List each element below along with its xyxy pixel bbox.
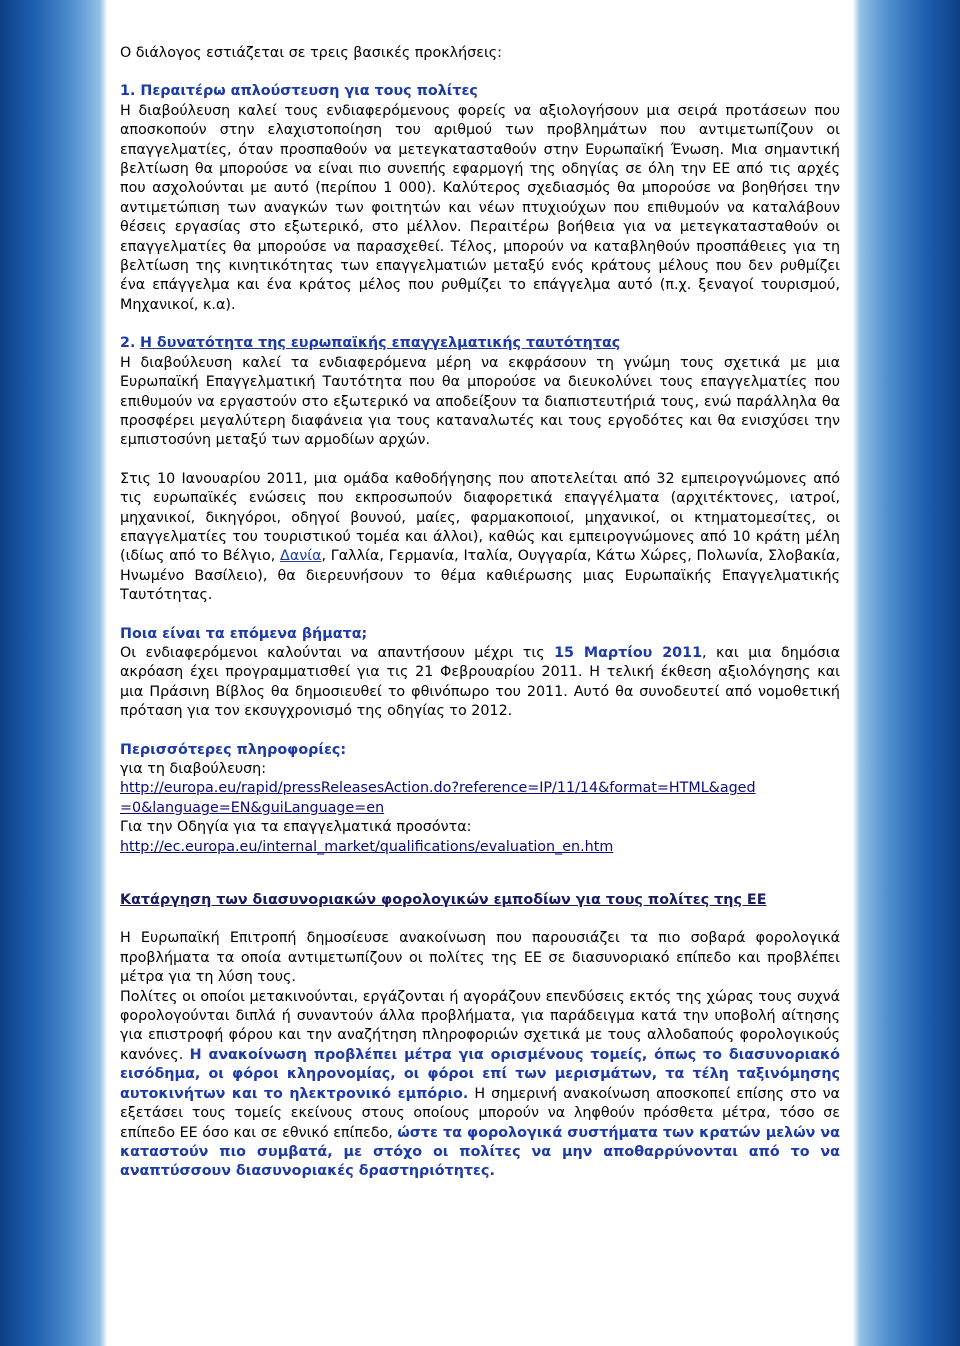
tax-article-paragraph2 — [120, 988, 840, 1182]
consultation-link-block[interactable] — [120, 779, 840, 818]
directive-link[interactable]: http://ec.europa.eu/internal_market/qualifications/evaluation_en.htm — [120, 838, 614, 855]
intro-text: Ο διάλογος εστιάζεται σε τρεις βασικές προκλήσεις: — [120, 45, 503, 61]
more-info-heading: Περισσότερες πληροφορίες: — [120, 741, 347, 758]
tax-article-title: Κατάργηση των διασυνοριακών φορολογικών εμποδίων για τους πολίτες της ΕΕ — [120, 892, 767, 909]
tax-p2-middle: Η σημερινή ανακοίνωση αποσκοπεί επίσης στο να εξετάσει τους τομείς εκείνους στους οποίους μπορούν να ληφθούν πρόσθετα μέτρα, τόσο σε επίπεδο ΕΕ όσο και σε εθνικό επίπεδο, — [120, 1085, 840, 1141]
section1-body: Η διαβούλευση καλεί τους ενδιαφερόμενους φορείς να αξιολογήσουν μια σειρά προτάσεων που αποσκοπούν στην ελαχιστοποίηση του αριθμού των προβλημάτων που αντιμετωπίζουν οι επαγγελματίες, όταν προσπαθούν να μετεγκατασταθούν στην Ευρωπαϊκή Ένωση. Μια σημαντική βελτίωση θα μπορούσε να είναι πιο συνεπής εφαρμογή της οδηγίας σε όλη την ΕΕ από τις αρχές που ασχολούνται με αυτό (περίπου 1 000). Καλύτερος σχεδιασμός θα μπορούσε να βοηθήσει την αντιμετώπιση των αναγκών των φοιτητών και νέων πτυχιούχων που επιθυμούν να καταλάβουν θέσεις εργασίας στο εξωτερικό, στο μέλλον. Περαιτέρω βοήθεια για να μετεγκατασταθούν οι επαγγελματίες θα μπορούσε να παρασχεθεί. Τέλος, μπορούν να καταβληθούν προσπάθειες για τη βελτίωση της κινητικότητας των επαγγελματιών μεταξύ ενός κράτους μέλους που δεν ρυθμίζει ένα επάγγελμα και ένα κράτος μέλος που ρυθμίζει το επάγγελμα αυτό (π.χ. ξεναγοί τουρισμού, Μηχανικοί, κ.α). — [120, 102, 840, 313]
meeting-paragraph — [120, 470, 840, 606]
section1-heading: 1. Περαιτέρω απλούστευση για τους πολίτες — [120, 83, 478, 100]
section2-number: 2. — [120, 335, 136, 352]
meeting-text-after: , Γαλλία, Γερμανία, Ιταλία, Ουγγαρία, Κάτω Χώρες, Πολωνία, Σλοβακία, Ηνωμένο Βασίλειο), θα διερευνήσουν το θέμα καθιέρωσης μιας Ευρωπαϊκής Επαγγελματικής Ταυτότητας. — [120, 548, 841, 604]
directive-label: Για την Οδηγία για τα επαγγελματικά προσόντα: — [120, 819, 472, 836]
next-steps-body — [120, 644, 840, 722]
consultation-link-line1[interactable]: http://europa.eu/rapid/pressReleasesAction.do?reference=IP/11/14&format=HTML&aged — [120, 780, 756, 797]
meeting-text-before: Στις 10 Ιανουαρίου 2011, μια ομάδα καθοδήγησης που αποτελείται από 32 εμπειρογνώμονες από τις ευρωπαϊκές ενώσεις που εκπροσωπούν διαφορετικά επαγγέλματα (αρχιτέκτονες, ιατροί, μηχανικοί, δικηγόροι, οδηγοί βουνού, μαίες, φαρμακοποιοί, μηχανικοί, οι κτηματομεσίτες, οι επαγγελματίες του τουριστικού τομέα και άλλοι), καθώς και εμπειρογνώμονες από 10 κράτη μέλη (ιδίως από το Βέλγιο, — [120, 470, 840, 565]
tax-p2-bold1: Η ανακοίνωση προβλέπει μέτρα για ορισμένους τομείς, όπως το διασυνοριακό εισόδημα, οι φόροι κληρονομίας, οι φόροι επί των μερισμάτων, τα τέλη ταξινόμησης αυτοκινήτων και το ηλεκτρονικό εμπόριο. — [120, 1046, 841, 1102]
tax-p2-bold2: ώστε τα φορολογικά συστήματα των κρατών μελών να καταστούν πιο συμβατά, με στόχο οι πολίτες να μην αποθαρρύνονται από το να αναπτύσσουν διασυνοριακές δραστηριότητες. — [120, 1124, 840, 1180]
next-steps-text1: Οι ενδιαφερόμενοι καλούνται να απαντήσουν μέχρι τις — [120, 644, 545, 661]
meeting-denmark: Δανία — [280, 548, 322, 565]
tax-p2-start: Πολίτες οι οποίοι μετακινούνται, εργάζονται ή αγοράζουν επενδύσεις εκτός της χώρας τους συχνά φορολογούνται διπλά ή συναντούν άλλα προβλήματα, για παράδειγμα κατά την υποβολή αίτησης για επιστροφή φόρου και την αναζήτηση πληροφοριών σχετικά με τους αλλοδαπούς φορολογικούς κανόνες. — [120, 988, 840, 1063]
section2-body: Η διαβούλευση καλεί τα ενδιαφερόμενα μέρη να εκφράσουν τη γνώμη τους σχετικά με μια Ευρωπαϊκή Επαγγελματική Ταυτότητα που θα μπορούσε να διευκολύνει τους επαγγελματίες που επιθυμούν να εργαστούν στο εξωτερικό να αποδείξουν τα διαπιστευτήριά τους, ενώ παράλληλα θα προσφέρει μεγαλύτερη διαφάνεια για τους καταναλωτές και τους εργοδότες και θα ενισχύσει την εμπιστοσύνη μεταξύ των αρμοδίων αρχών. — [120, 354, 840, 449]
next-steps-deadline: 15 Μαρτίου 2011 — [554, 644, 703, 661]
tax-article-paragraph1: Η Ευρωπαϊκή Επιτροπή δημοσίευσε ανακοίνωση που παρουσιάζει τα πιο σοβαρά φορολογικά προβλήματα τα οποία αντιμετωπίζουν οι πολίτες της ΕΕ σε διασυνοριακό επίπεδο και προβλέπει μέτρα για τη λύση τους. — [120, 930, 840, 986]
section2-heading — [120, 334, 840, 353]
consultation-label: για τη διαβούλευση: — [120, 761, 267, 777]
next-steps-text2: , και μια δημόσια ακρόαση έχει προγραμματισθεί για τις 21 Φεβρουαρίου 2011. Η τελική έκθεση αξιολόγησης και μια Πράσινη Βίβλος θα δημοσιευθεί το φθινόπωρο του 2011. Αυτό θα συνοδευτεί από νομοθετική πρόταση για τον εκσυγχρονισμό της οδηγίας το 2012. — [120, 644, 840, 720]
section2-title: Η δυνατότητα της ευρωπαϊκής επαγγελματικής ταυτότητας — [139, 335, 621, 352]
document-page — [120, 44, 840, 1182]
consultation-link-line2[interactable]: =0&language=EN&guiLanguage=en — [120, 799, 385, 816]
next-steps-heading: Ποια είναι τα επόμενα βήματα; — [120, 625, 368, 642]
